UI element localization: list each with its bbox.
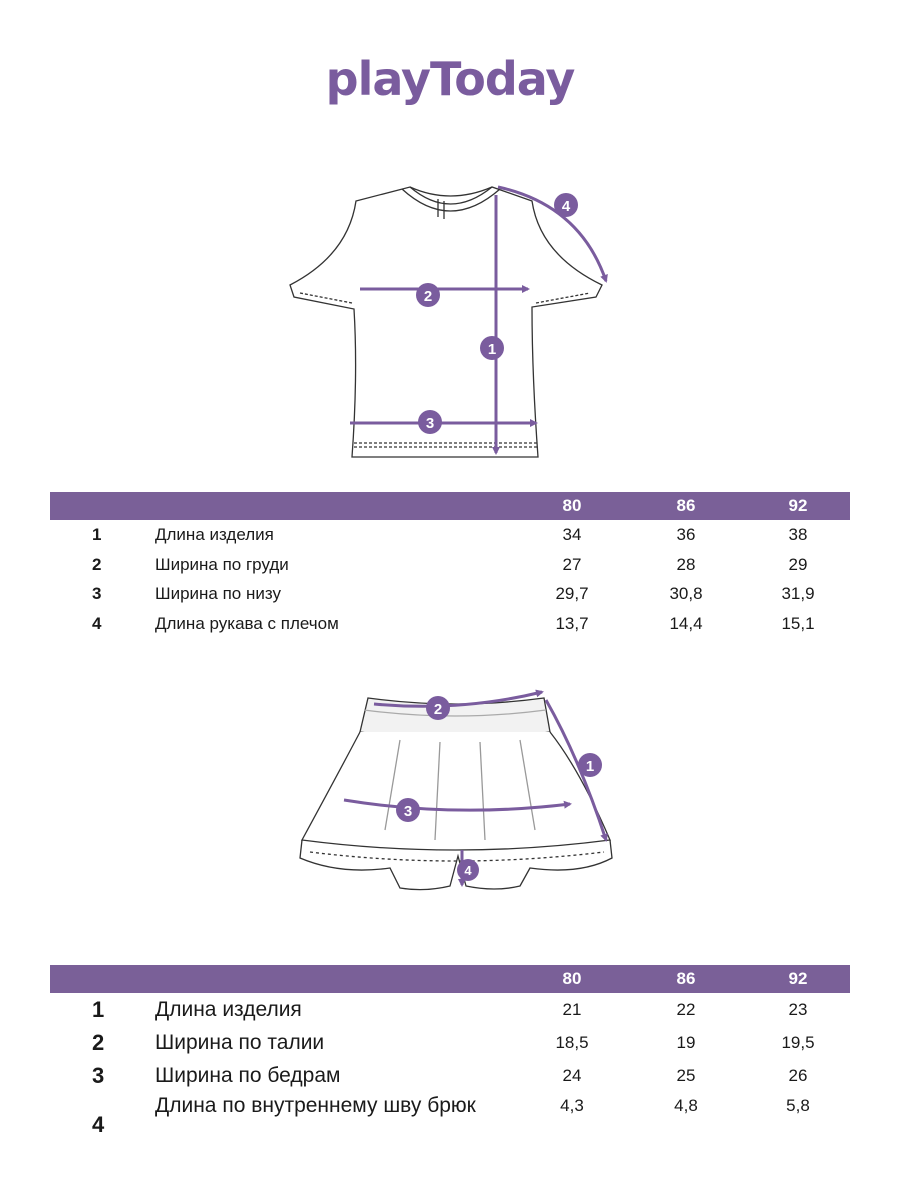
skirt-size-table: [50, 965, 850, 1156]
row-value: 29,7: [555, 584, 589, 603]
marker-2: 2: [433, 701, 443, 718]
skirt-diagram: [280, 680, 630, 910]
row-label: Ширина по бедрам: [155, 1064, 341, 1087]
table-header: [50, 492, 850, 520]
table-row: [50, 1059, 850, 1092]
row-label: Ширина по низу: [155, 584, 281, 603]
row-value: 4,3: [560, 1096, 584, 1115]
row-label: Длина рукава с плечом: [155, 613, 339, 633]
row-label: Ширина по талии: [155, 1031, 325, 1054]
row-value: 26: [788, 1066, 808, 1085]
tshirt-size-table: [50, 492, 850, 638]
row-value: 27: [562, 554, 582, 574]
table-row: [50, 550, 850, 580]
size-header-86: 86: [676, 969, 696, 988]
marker-4: 4: [561, 198, 571, 215]
row-label: Длина изделия: [155, 525, 274, 544]
row-value: 25: [676, 1066, 696, 1085]
row-label: Длина изделия: [155, 998, 302, 1021]
row-value: 19,5: [781, 1033, 815, 1052]
table-row: [50, 993, 850, 1026]
table-row: [50, 520, 850, 550]
size-header-80: 80: [562, 969, 582, 988]
row-value: 22: [676, 1000, 696, 1019]
table-row: [50, 609, 850, 639]
marker-2: 2: [423, 288, 433, 305]
row-value: 5,8: [786, 1096, 810, 1115]
table-row: [50, 579, 850, 609]
row-value: 15,1: [781, 613, 815, 633]
size-header-80: 80: [562, 496, 582, 515]
row-value: 28: [676, 554, 696, 574]
row-value: 36: [676, 525, 696, 544]
tshirt-outline: [290, 187, 602, 457]
marker-3: 3: [403, 803, 413, 820]
row-value: 18,5: [555, 1033, 589, 1052]
table-header: [50, 965, 850, 993]
row-value: 30,8: [669, 584, 703, 603]
row-label: Ширина по груди: [155, 554, 289, 574]
size-header-92: 92: [788, 969, 808, 988]
size-header-92: 92: [788, 496, 808, 515]
row-value: 31,9: [781, 584, 815, 603]
row-number: 3: [92, 584, 102, 603]
marker-1: 1: [487, 341, 497, 358]
skirt-outline: [300, 698, 612, 890]
row-number: 2: [92, 554, 102, 574]
row-number: 1: [92, 525, 102, 544]
row-value: 29: [788, 554, 808, 574]
row-number: 1: [92, 997, 105, 1022]
size-header-86: 86: [676, 496, 696, 515]
marker-3: 3: [425, 415, 435, 432]
marker-4: 4: [464, 863, 472, 878]
row-value: 21: [562, 1000, 582, 1019]
table-row: [50, 1026, 850, 1059]
brand-name: playToday: [325, 52, 575, 106]
row-value: 24: [562, 1066, 582, 1085]
row-label: Длина по внутреннему шву брюк: [155, 1094, 476, 1117]
row-value: 34: [562, 525, 582, 544]
row-value: 23: [788, 1000, 808, 1019]
row-number: 2: [92, 1030, 105, 1055]
table-row: [50, 1092, 850, 1156]
row-value: 19: [676, 1033, 696, 1052]
row-value: 38: [788, 525, 808, 544]
marker-1: 1: [585, 758, 595, 775]
row-value: 4,8: [674, 1096, 698, 1115]
row-value: 14,4: [669, 613, 703, 633]
row-number: 4: [92, 613, 102, 633]
row-number: 3: [92, 1063, 105, 1088]
row-number: 4: [92, 1112, 105, 1137]
row-value: 13,7: [555, 613, 589, 633]
brand-logo: [0, 52, 900, 106]
tshirt-diagram: [270, 175, 630, 475]
